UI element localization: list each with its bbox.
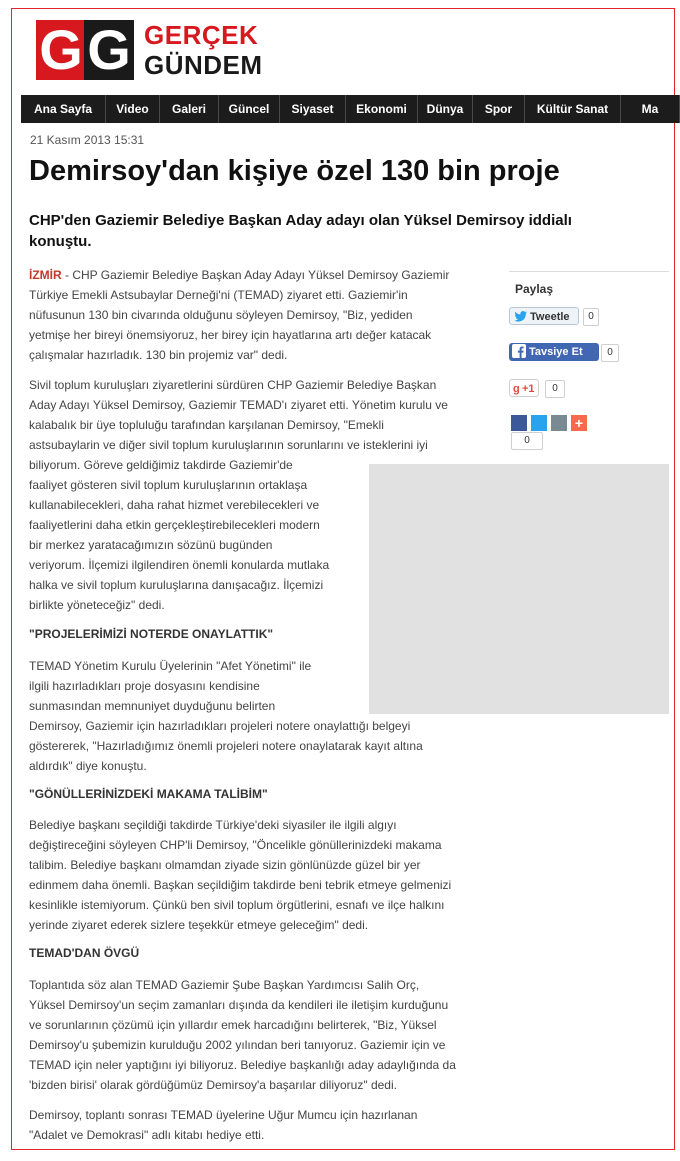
p6-line-1: "Adalet ve Demokrasi" adlı kitabı hediye etti.: [29, 1128, 265, 1142]
facebook-recommend-button[interactable]: [509, 343, 599, 361]
p5-line-3: Demirsoy'u şubemizin kurulduğu 2002 yılından beri tanıyoruz. Gaziemir için ve: [29, 1038, 446, 1052]
google-plus-count: 0: [545, 380, 565, 398]
nav-item-7[interactable]: Spor: [473, 95, 525, 123]
twitter-bird-icon: [513, 308, 529, 324]
facebook-count: 0: [601, 344, 619, 362]
p5-line-5: 'bizden birisi' olarak gördüğümüz Demirsoy'a başarılar diliyoruz" dedi.: [29, 1078, 397, 1092]
google-plus-label: +1: [522, 383, 535, 395]
paragraph-6: [29, 1105, 494, 1145]
addthis-count: 0: [511, 432, 543, 450]
p2-line-1: Aday Adayı Yüksel Demirsoy, Gaziemir TEMAD'ı ziyaret etti. Yönetim kurulu ve: [29, 398, 448, 412]
location-label: İZMİR: [29, 268, 62, 282]
paragraph-4: [29, 815, 494, 935]
p2-line-9: veriyorum. İlçemizi ilgilendiren önemli konularda mutlaka: [29, 558, 330, 572]
tweet-button[interactable]: [509, 307, 579, 325]
p3-line-0: TEMAD Yönetim Kurulu Üyelerinin "Afet Yönetimi" ile: [29, 659, 312, 673]
nav-item-4[interactable]: Siyaset: [280, 95, 346, 123]
google-plus-icon: g: [513, 383, 520, 395]
p4-line-2: talibim. Belediye başkanı olmamdan ziyade sizin gönlünüzde güzel bir yer: [29, 858, 421, 872]
logo-line1: GERÇEK: [144, 20, 259, 50]
print-icon[interactable]: [551, 415, 567, 431]
p2-line-0: Sivil toplum kuruluşları ziyaretlerini sürdüren CHP Gaziemir Belediye Başkan: [29, 378, 437, 392]
p3-line-1: ilgili hazırladıkları proje dosyasını kendisine: [29, 679, 260, 693]
p4-line-4: kesinlikle istemiyorum. Çünkü ben sivil toplum örgütlerini, esnafı ve ilçe halkını: [29, 898, 445, 912]
logo-line2: GÜNDEM: [144, 50, 263, 80]
nav-item-9[interactable]: Ma: [621, 95, 680, 123]
nav-item-3[interactable]: Güncel: [219, 95, 280, 123]
p2-line-3: astsubaylarin ve diğer sivil toplum kuruluşlarının sorunlarını ve isteklerini iyi: [29, 438, 428, 452]
nav-item-6[interactable]: Dünya: [418, 95, 473, 123]
share-panel: [509, 271, 669, 446]
p4-line-3: edinmem daha önemli. Başkan seçildiğim takdirde beni tebrik etmeye gelmenizi: [29, 878, 452, 892]
p1-line-2: nüfusunun 130 bin civarında olduğunu söyleyen Demirsoy, "Biz, yediden: [29, 308, 413, 322]
addthis-plus-icon[interactable]: +: [571, 415, 587, 431]
google-plus-button[interactable]: [509, 379, 539, 397]
p2-line-6: kullanabilecekleri, daha rahat hizmet verebilecekleri ve: [29, 498, 320, 512]
paragraph-5: [29, 975, 494, 1095]
p1-line-1: Türkiye Emekli Astsubaylar Derneği'ni (TEMAD) ziyaret etti. Gaziemir'in: [29, 288, 408, 302]
twitter-share-icon[interactable]: [531, 415, 547, 431]
article-date: 21 Kasım 2013 15:31: [30, 133, 145, 147]
facebook-icon: [512, 344, 526, 358]
p1-line-0: - CHP Gaziemir Belediye Başkan Aday Adayı Yüksel Demirsoy Gaziemir: [61, 268, 450, 282]
logo-letter-g-red: G: [36, 20, 86, 80]
subheading-2: "GÖNÜLLERİNİZDEKİ MAKAMA TALİBİM": [29, 787, 268, 801]
addthis-toolbar: [511, 415, 591, 431]
tweet-count: 0: [583, 308, 599, 326]
nav-item-5[interactable]: Ekonomi: [346, 95, 418, 123]
p3-line-4: göstererek, "Hazırladığımız önemli projeleri notere onaylatarak kayıt altına: [29, 739, 423, 753]
nav-item-2[interactable]: Galeri: [160, 95, 219, 123]
share-title: Paylaş: [515, 282, 554, 296]
p1-line-3: yetmişe her bireyi önemsiyoruz, her birey için hayatlarına artı değer katacak: [29, 328, 432, 342]
facebook-label: Tavsiye Et: [529, 346, 583, 358]
nav-item-8[interactable]: Kültür Sanat: [525, 95, 621, 123]
site-logo[interactable]: [36, 20, 276, 82]
p2-line-4: biliyorum. Göreve geldiğimiz takdirde Gaziemir'de: [29, 458, 293, 472]
p3-line-5: aldırdık" diye konuştu.: [29, 759, 147, 773]
p5-line-2: ve sorunlarının çözümü için yıllardır emek harcadığını belirterek, "Biz, Yüksel: [29, 1018, 437, 1032]
p2-line-8: bir merkez yaratacağımızın sözünü bugünden: [29, 538, 273, 552]
p2-line-2: kalabalık bir üye topluluğu tarafından karşılanan Demirsoy, "Emekli: [29, 418, 384, 432]
p6-line-0: Demirsoy, toplantı sonrası TEMAD üyelerine Uğur Mumcu için hazırlanan: [29, 1108, 418, 1122]
subheading-1: "PROJELERİMİZİ NOTERDE ONAYLATTIK": [29, 627, 274, 641]
subheading-3: TEMAD'DAN ÖVGÜ: [29, 946, 140, 960]
p4-line-0: Belediye başkanı seçildiği takdirde Türkiye'deki siyasiler ile ilgili algıyı: [29, 818, 397, 832]
p2-line-10: halka ve sivil toplum kuruluşlarına danışacağız. İlçemizi: [29, 578, 324, 592]
paragraph-1: [29, 265, 494, 365]
p5-line-4: TEMAD için neler yaptığını iyi biliyoruz. Belediye başkanlığı aday adaylığında da: [29, 1058, 456, 1072]
main-nav: [21, 95, 680, 123]
p1-line-4: çalışmalar hazırladık. 130 bin projemiz var" dedi.: [29, 348, 288, 362]
p4-line-5: yerinde ziyaret ederek sizlere teşekkür etmeye geleceğim" dedi.: [29, 918, 369, 932]
article-title: Demirsoy'dan kişiye özel 130 bin proje: [29, 155, 560, 187]
logo-letter-g-black: G: [84, 20, 134, 80]
p3-line-3: Demirsoy, Gaziemir için hazırladıkları projeleri notere onaylattığı belgeyi: [29, 719, 411, 733]
p5-line-0: Toplantıda söz alan TEMAD Gaziemir Şube Başkan Yardımcısı Salih Orç,: [29, 978, 420, 992]
p2-line-7: faaliyetlerini daha etkin gerçekleştirebilecekleri modern: [29, 518, 320, 532]
nav-item-1[interactable]: Video: [106, 95, 160, 123]
tweet-label: Tweetle: [530, 311, 570, 323]
p2-line-11: birlikte yöneteceğiz" dedi.: [29, 598, 165, 612]
facebook-share-icon[interactable]: [511, 415, 527, 431]
p2-line-5: faaliyet gösteren sivil toplum kuruluşlarının ortaklaşa: [29, 478, 308, 492]
article-summary: CHP'den Gaziemir Belediye Başkan Aday adayı olan Yüksel Demirsoy iddialı konuştu.: [29, 212, 572, 250]
p4-line-1: değiştireceğini söyleyen CHP'li Demirsoy, "Öncelikle gönüllerinizdeki makama: [29, 838, 442, 852]
p5-line-1: Yüksel Demirsoy'un seçim zamanları dışında da kendileri ile iletişim kurduğunu: [29, 998, 449, 1012]
nav-item-0[interactable]: Ana Sayfa: [21, 95, 106, 123]
p3-line-2: sunmasından memnuniyet duyduğunu belirten: [29, 699, 276, 713]
advertisement-placeholder: [369, 464, 669, 714]
